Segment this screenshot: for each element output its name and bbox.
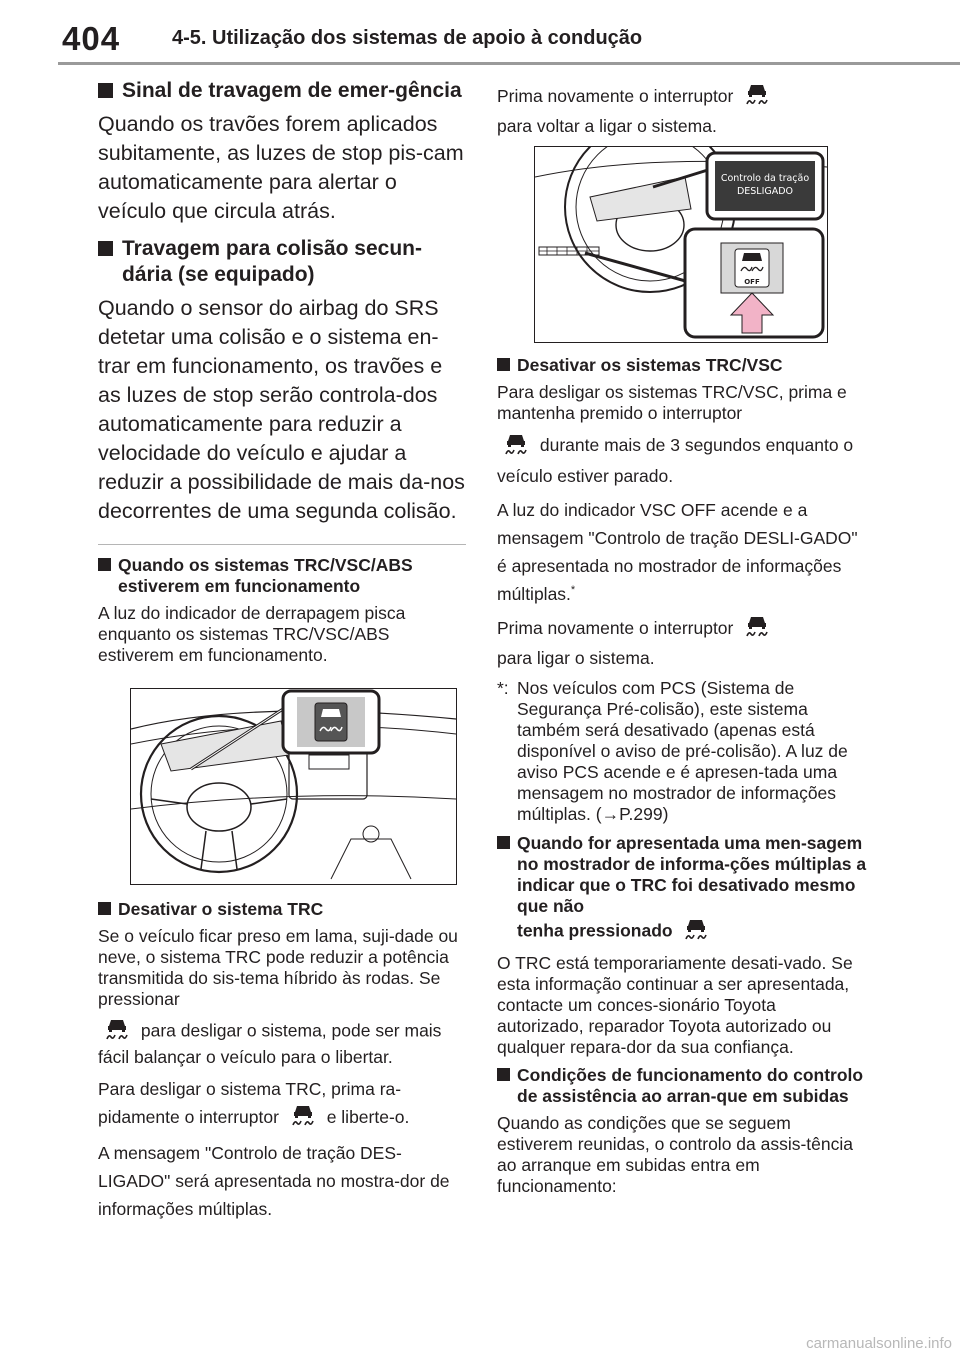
heading-secondary-collision-brake: Travagem para colisão secun-dária (se equipado): [98, 236, 466, 288]
heading-disable-trc-vsc: Desativar os sistemas TRC/VSC: [497, 355, 867, 376]
heading-disable-trc: Desativar o sistema TRC: [98, 899, 466, 920]
switch-off-label: OFF: [744, 278, 760, 287]
paragraph-disable-trc: Se o veículo ficar preso em lama, suji-dade ou neve, o sistema TRC pode reduzir a potência transmitida do sis-tema híbrido às rodas. Se pressionar: [98, 926, 458, 1009]
header-rule: [58, 62, 960, 65]
footnote-pcs: *: Nos veículos com PCS (Sistema de Segurança Pré-colisão), este sistema também será desativado (apenas está disponível o aviso de pré-colisão). A luz de aviso PCS acende e é apresen-tada uma mensagem no mostrador de informações múltiplas. (→P.299): [497, 678, 848, 825]
paragraph-trc-temporarily-disabled: O TRC está temporariamente desati-vado. Se esta informação continuar a ser apresentada, contacte um conces-sionário Toyota autorizado, reparador Toyota autorizado ou qualquer repara-dor da sua confiança.: [497, 953, 853, 1058]
paragraph-disable-trc-steps: Para desligar o sistema TRC, prima ra-pidamente o interruptor e liberte-o.: [98, 1075, 466, 1133]
left-column: [98, 78, 466, 1229]
trc-off-switch-icon: [742, 614, 772, 644]
section-separator: [98, 544, 466, 545]
paragraph-vsc-off-indicator: A luz do indicador VSC OFF acende e a mensagem "Controlo de tração DESLI-GADO" é apresentada no mostrador de informações múltiplas.*: [497, 499, 858, 604]
page-number: 404: [62, 20, 121, 57]
trc-off-switch-illustration: [534, 146, 828, 343]
footnote-mark: *:: [497, 678, 509, 699]
heading-trc-vsc-abs-operating: Quando os sistemas TRC/VSC/ABS estiverem em funcionamento: [98, 555, 466, 597]
paragraph-disable-trc-vsc-cont: durante mais de 3 segundos enquanto o veículo estiver parado.: [497, 431, 867, 489]
heading-trc-disabled-message: Quando for apresentada uma men-sagem no mostrador de informa-ções múltiplas a indicar que o TRC foi desativado mesmo que não tenha pressionado: [497, 833, 867, 947]
paragraph-disable-trc-cont: para desligar o sistema, pode ser mais fácil balançar o veículo para o libertar.: [98, 1017, 466, 1068]
paragraph-trc-off-message: A mensagem "Controlo de tração DES-LIGADO" será apresentada no mostra-dor de informações múltiplas.: [98, 1143, 450, 1220]
display-message-line2: DESLIGADO: [736, 186, 794, 198]
trc-off-switch-icon: [102, 1017, 132, 1047]
trc-off-switch-icon: [742, 82, 772, 112]
paragraph-slip-indicator: A luz do indicador de derrapagem pisca enquanto os sistemas TRC/VSC/ABS estiverem em funcionamento.: [98, 603, 406, 665]
paragraph-disable-trc-vsc: Para desligar os sistemas TRC/VSC, prima e mantenha premido o interruptor: [497, 382, 847, 424]
page-header: [0, 0, 960, 68]
trc-off-switch-icon: [288, 1103, 318, 1133]
paragraph-reenable-trc: Prima novamente o interruptor para voltar a ligar o sistema.: [497, 82, 867, 140]
paragraph-emergency-brake-signal: Quando os travões forem aplicados subitamente, as luzes de stop pis-cam automaticamente para alertar o veículo que circula atrás.: [98, 112, 464, 223]
right-column: [497, 82, 867, 1204]
heading-hill-start-assist: Condições de funcionamento do controlo de assistência ao arran-que em subidas: [497, 1065, 867, 1107]
paragraph-reenable-trc-vsc: Prima novamente o interruptor para ligar o sistema.: [497, 614, 867, 672]
paragraph-secondary-collision-brake: Quando o sensor do airbag do SRS detetar uma colisão e o sistema en-trar em funcionamento, os travões e as luzes de stop serão controla-dos automaticamente para reduzir a velocidade do veículo e ajudar a reduzir a possibilidade de mais da-nos decorrentes de uma segunda colisão.: [98, 296, 465, 523]
paragraph-hill-start-assist: Quando as condições que se seguem estiverem reunidas, o controlo da assis-tência ao arranque em subidas entra em funcionamento:: [497, 1113, 854, 1197]
dashboard-slip-indicator-illustration: [130, 688, 457, 885]
trc-off-switch-icon: [681, 917, 711, 947]
trc-off-switch-icon: [501, 432, 531, 462]
display-message-line1: Controlo da tração: [720, 173, 810, 185]
section-title: 4-5. Utilização dos sistemas de apoio à condução: [172, 27, 643, 49]
heading-emergency-brake-signal: Sinal de travagem de emer-gência: [98, 78, 466, 104]
watermark: carmanualsonline.info: [806, 1335, 952, 1352]
